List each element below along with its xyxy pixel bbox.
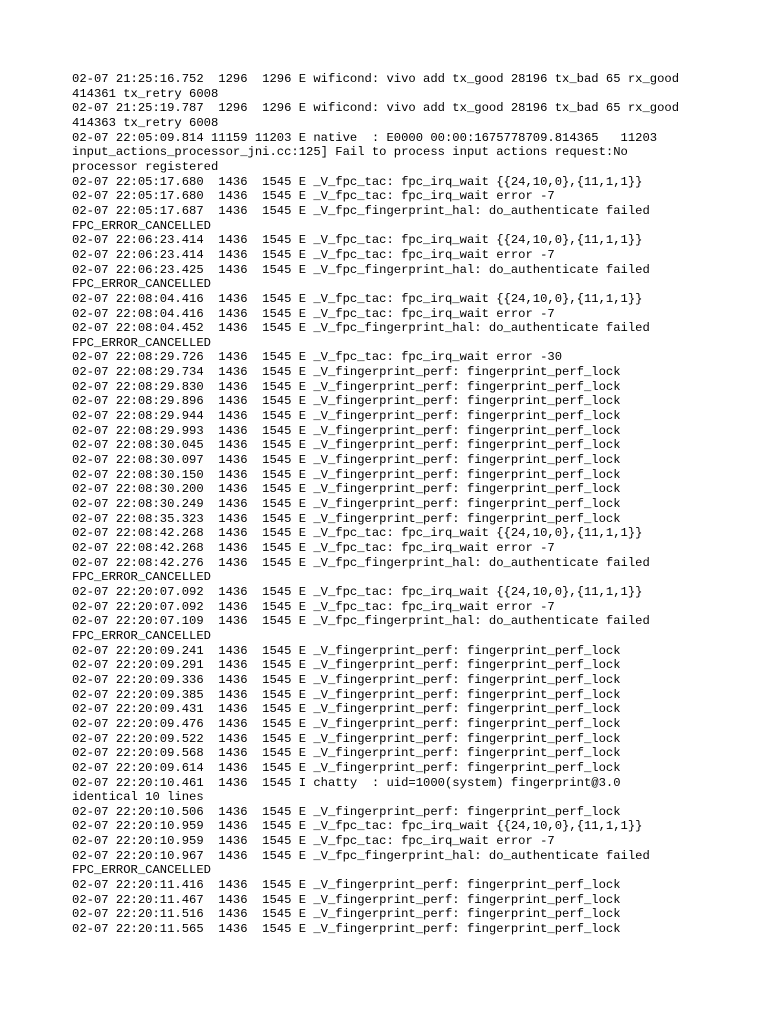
log-line: 02-07 22:20:09.431 1436 1545 E _V_fingerprint_perf: fingerprint_perf_lock: [72, 702, 621, 717]
log-text-block: [72, 72, 712, 937]
log-line: 02-07 22:05:17.687 1436 1545 E _V_fpc_fingerprint_hal: do_authenticate failed: [72, 203, 650, 218]
log-line: 02-07 22:20:10.461 1436 1545 I chatty : uid=1000(system) fingerprint@3.0: [72, 775, 621, 790]
log-line: 02-07 22:08:04.452 1436 1545 E _V_fpc_fingerprint_hal: do_authenticate failed: [72, 321, 650, 336]
log-line: 02-07 22:08:30.200 1436 1545 E _V_fingerprint_perf: fingerprint_perf_lock: [72, 482, 621, 497]
log-line: 02-07 22:08:04.416 1436 1545 E _V_fpc_tac: fpc_irq_wait {{24,10,0},{11,1,1}}: [72, 291, 643, 306]
log-line: 02-07 22:20:07.092 1436 1545 E _V_fpc_tac: fpc_irq_wait {{24,10,0},{11,1,1}}: [72, 584, 643, 599]
log-line: 02-07 22:08:30.249 1436 1545 E _V_fingerprint_perf: fingerprint_perf_lock: [72, 497, 621, 512]
log-line: 02-07 22:08:29.726 1436 1545 E _V_fpc_tac: fpc_irq_wait error -30: [72, 350, 563, 365]
log-line: FPC_ERROR_CANCELLED: [72, 863, 211, 878]
log-line: 02-07 22:08:29.993 1436 1545 E _V_fingerprint_perf: fingerprint_perf_lock: [72, 423, 621, 438]
log-line: 02-07 22:05:17.680 1436 1545 E _V_fpc_tac: fpc_irq_wait {{24,10,0},{11,1,1}}: [72, 174, 643, 189]
log-line: 02-07 22:20:09.291 1436 1545 E _V_fingerprint_perf: fingerprint_perf_lock: [72, 658, 621, 673]
log-line: FPC_ERROR_CANCELLED: [72, 628, 211, 643]
log-line: 02-07 22:08:30.097 1436 1545 E _V_fingerprint_perf: fingerprint_perf_lock: [72, 453, 621, 468]
log-line: 02-07 22:08:29.896 1436 1545 E _V_fingerprint_perf: fingerprint_perf_lock: [72, 394, 621, 409]
log-line: 02-07 22:20:11.467 1436 1545 E _V_fingerprint_perf: fingerprint_perf_lock: [72, 892, 621, 907]
log-line: 414361 tx_retry 6008: [72, 86, 219, 101]
log-line: 02-07 22:20:09.241 1436 1545 E _V_fingerprint_perf: fingerprint_perf_lock: [72, 643, 621, 658]
log-line: 02-07 22:20:07.092 1436 1545 E _V_fpc_tac: fpc_irq_wait error -7: [72, 599, 555, 614]
log-line: 02-07 22:20:09.522 1436 1545 E _V_fingerprint_perf: fingerprint_perf_lock: [72, 731, 621, 746]
log-line: FPC_ERROR_CANCELLED: [72, 218, 211, 233]
log-line: 02-07 22:20:11.565 1436 1545 E _V_fingerprint_perf: fingerprint_perf_lock: [72, 922, 621, 937]
log-line: 02-07 22:08:42.268 1436 1545 E _V_fpc_tac: fpc_irq_wait {{24,10,0},{11,1,1}}: [72, 526, 643, 541]
log-line: FPC_ERROR_CANCELLED: [72, 570, 211, 585]
log-line: 02-07 21:25:19.787 1296 1296 E wificond: vivo add tx_good 28196 tx_bad 65 rx_good: [72, 101, 680, 116]
log-line: 02-07 22:08:04.416 1436 1545 E _V_fpc_tac: fpc_irq_wait error -7: [72, 306, 555, 321]
log-line: processor registered: [72, 159, 219, 174]
log-line: 02-07 22:08:30.150 1436 1545 E _V_fingerprint_perf: fingerprint_perf_lock: [72, 467, 621, 482]
log-line: 02-07 22:20:09.614 1436 1545 E _V_fingerprint_perf: fingerprint_perf_lock: [72, 760, 621, 775]
log-line: 02-07 21:25:16.752 1296 1296 E wificond: vivo add tx_good 28196 tx_bad 65 rx_good: [72, 72, 680, 86]
log-line: 02-07 22:06:23.425 1436 1545 E _V_fpc_fingerprint_hal: do_authenticate failed: [72, 262, 650, 277]
log-line: 02-07 22:20:10.959 1436 1545 E _V_fpc_tac: fpc_irq_wait {{24,10,0},{11,1,1}}: [72, 819, 643, 834]
log-line: 02-07 22:20:11.416 1436 1545 E _V_fingerprint_perf: fingerprint_perf_lock: [72, 878, 621, 893]
log-line: FPC_ERROR_CANCELLED: [72, 277, 211, 292]
log-line: 02-07 22:08:29.830 1436 1545 E _V_fingerprint_perf: fingerprint_perf_lock: [72, 379, 621, 394]
log-line: 02-07 22:20:07.109 1436 1545 E _V_fpc_fingerprint_hal: do_authenticate failed: [72, 614, 650, 629]
log-line: 02-07 22:08:42.276 1436 1545 E _V_fpc_fingerprint_hal: do_authenticate failed: [72, 555, 650, 570]
log-line: 02-07 22:20:10.506 1436 1545 E _V_fingerprint_perf: fingerprint_perf_lock: [72, 804, 621, 819]
log-line: 02-07 22:20:11.516 1436 1545 E _V_fingerprint_perf: fingerprint_perf_lock: [72, 907, 621, 922]
log-line: 02-07 22:05:17.680 1436 1545 E _V_fpc_tac: fpc_irq_wait error -7: [72, 189, 555, 204]
log-line: FPC_ERROR_CANCELLED: [72, 335, 211, 350]
log-line: 02-07 22:06:23.414 1436 1545 E _V_fpc_tac: fpc_irq_wait error -7: [72, 247, 555, 262]
log-line: 02-07 22:20:09.476 1436 1545 E _V_fingerprint_perf: fingerprint_perf_lock: [72, 716, 621, 731]
log-line: input_actions_processor_jni.cc:125] Fail to process input actions request:No: [72, 145, 628, 160]
log-line: 02-07 22:08:30.045 1436 1545 E _V_fingerprint_perf: fingerprint_perf_lock: [72, 438, 621, 453]
log-line: 02-07 22:05:09.814 11159 11203 E native : E0000 00:00:1675778709.814365 11203: [72, 130, 658, 145]
log-line: 02-07 22:06:23.414 1436 1545 E _V_fpc_tac: fpc_irq_wait {{24,10,0},{11,1,1}}: [72, 233, 643, 248]
log-line: 02-07 22:08:29.944 1436 1545 E _V_fingerprint_perf: fingerprint_perf_lock: [72, 409, 621, 424]
log-line: 02-07 22:08:42.268 1436 1545 E _V_fpc_tac: fpc_irq_wait error -7: [72, 541, 555, 555]
log-line: identical 10 lines: [72, 790, 204, 805]
log-line: 02-07 22:20:09.385 1436 1545 E _V_fingerprint_perf: fingerprint_perf_lock: [72, 687, 621, 702]
log-line: 02-07 22:20:10.959 1436 1545 E _V_fpc_tac: fpc_irq_wait error -7: [72, 834, 555, 849]
log-line: 02-07 22:20:09.568 1436 1545 E _V_fingerprint_perf: fingerprint_perf_lock: [72, 746, 621, 761]
log-line: 02-07 22:20:09.336 1436 1545 E _V_fingerprint_perf: fingerprint_perf_lock: [72, 672, 621, 687]
log-line: 02-07 22:08:29.734 1436 1545 E _V_fingerprint_perf: fingerprint_perf_lock: [72, 365, 621, 380]
log-line: 414363 tx_retry 6008: [72, 115, 219, 130]
log-line: 02-07 22:20:10.967 1436 1545 E _V_fpc_fingerprint_hal: do_authenticate failed: [72, 848, 650, 863]
log-line: 02-07 22:08:35.323 1436 1545 E _V_fingerprint_perf: fingerprint_perf_lock: [72, 511, 621, 526]
